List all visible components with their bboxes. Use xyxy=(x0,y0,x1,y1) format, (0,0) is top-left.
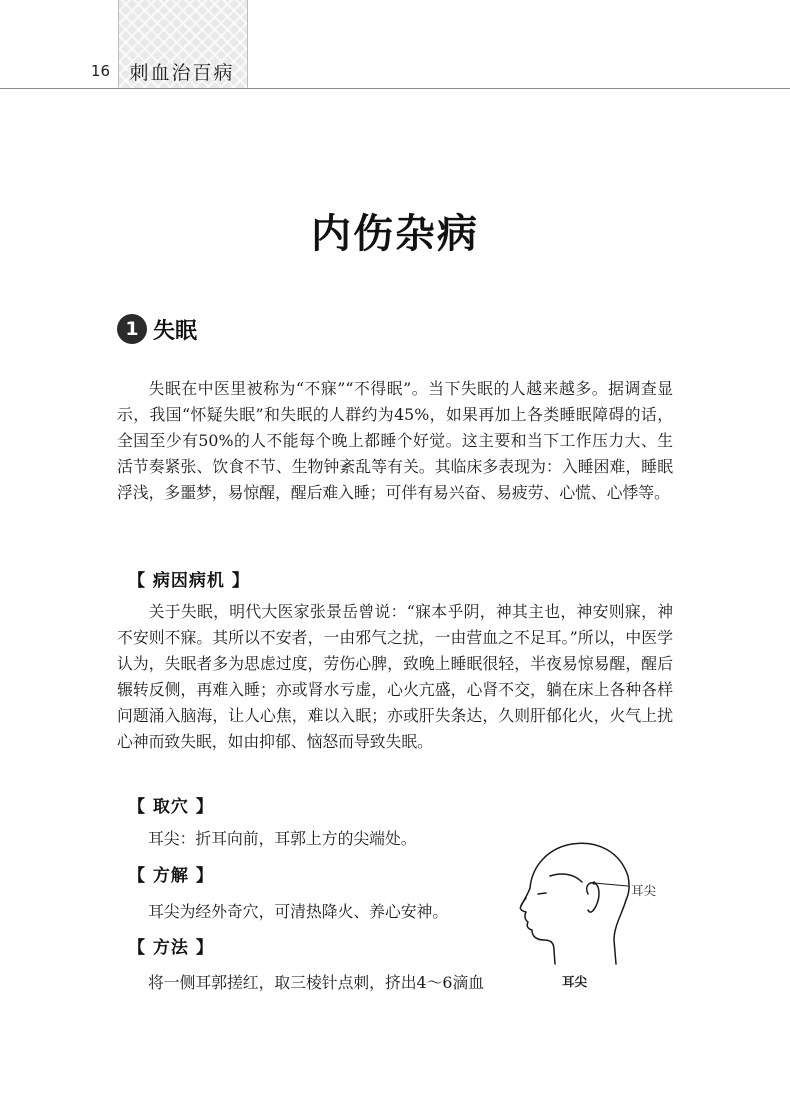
acupoint-heading: 【 取穴 】 xyxy=(128,797,214,817)
figure-caption: 耳尖 xyxy=(562,974,588,989)
etiology-paragraph: 关于失眠，明代大医家张景岳曾说：“寐本乎阴，神其主也，神安则寐，神不安则不寐。其所以不安者，一由邪气之扰，一由营血之不足耳。”所以，中医学认为，失眠者多为思虑过度，劳伤心脾，致晚上睡眠很轻，半夜易惊易醒，醒后辗转反侧，再难入睡；亦或肾水亏虚，心火亢盛，心肾不交，躺在床上各种各样问题涌入脑海，让人心焦，难以入眠；亦或肝失条达，久则肝郁化火，火气上扰心神而致失眠，如由抑郁、恼怒而导致失眠。 xyxy=(117,602,673,751)
eye xyxy=(538,893,546,894)
ear-apex-pointer xyxy=(594,883,628,886)
figure-pointer-label: 耳尖 xyxy=(631,883,657,898)
etiology-heading: 【 病因病机 】 xyxy=(128,571,250,591)
method-heading: 【 方法 】 xyxy=(128,938,214,958)
acupoint-text: 耳尖：折耳向前，耳郭上方的尖端处。 xyxy=(148,829,417,848)
hairline xyxy=(550,874,582,882)
nose xyxy=(521,898,526,906)
ear-apex-point xyxy=(592,881,595,884)
section-number-badge: 1 xyxy=(117,314,147,344)
page-number: 16 xyxy=(90,62,110,80)
head-profile-illustration xyxy=(510,836,685,976)
header-rule xyxy=(0,88,790,89)
method-text: 将一侧耳郭搓红，取三棱针点刺，挤出4～6滴血 xyxy=(148,973,485,992)
explanation-heading: 【 方解 】 xyxy=(128,866,214,886)
ear xyxy=(587,883,599,912)
chapter-title: 内伤杂病 xyxy=(311,211,479,257)
hair-outline xyxy=(530,843,629,900)
book-title: 刺血治百病 xyxy=(129,62,235,84)
neck-back xyxy=(614,900,626,964)
section-title: 失眠 xyxy=(153,318,198,344)
section-heading xyxy=(117,312,197,346)
explanation-text: 耳尖为经外奇穴，可清热降火、养心安神。 xyxy=(148,902,449,921)
intro-paragraph: 失眠在中医里被称为“不寐”“不得眠”。当下失眠的人越来越多。据调查显示，我国“怀疑失眠”和失眠的人群约为45%，如果再加上各类睡眠障碍的话，全国至少有50%的人不能每个晚上都睡个好觉。这主要和当下工作压力大、生活节奏紧张、饮食不节、生物钟紊乱等有关。其临床多表现为：入睡困难，睡眠浮浅，多噩梦，易惊醒，醒后难入睡；可伴有易兴奋、易疲劳、心慌、心悸等。 xyxy=(117,379,673,502)
